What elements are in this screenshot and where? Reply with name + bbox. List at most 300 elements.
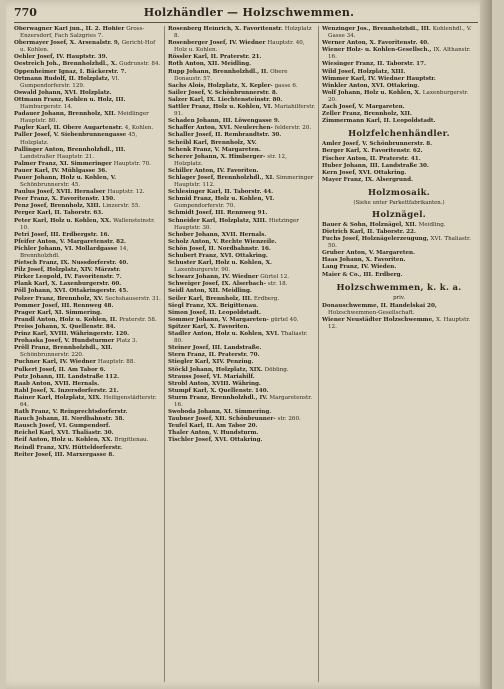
entry-address-line: VI. Gumpendorferstr. 129.: [20, 75, 120, 89]
entry-name-line: Sailer Josef, V. Schönbrunnerstr. 8.: [168, 89, 278, 96]
directory-entry: [168, 97, 316, 104]
entry-name-line: Stumpf Karl, X. Quellenstr. 140.: [168, 387, 269, 394]
directory-entry: [322, 257, 476, 264]
entry-name-line: Fuchs Josef, Holznägelerzeugung,: [322, 236, 431, 243]
directory-entry: [168, 189, 316, 196]
directory-entry: [14, 232, 162, 239]
directory-entry: [14, 409, 162, 416]
entry-name-line: Werner Anton, X. Favoritenstr. 40.: [322, 40, 430, 47]
directory-entry: [322, 264, 476, 271]
entry-name-line: Rainer Karl, Holzplatz, XIX.: [14, 394, 104, 401]
entry-name-line: Rosenberger Josef, IV. Wiedner: [168, 40, 268, 47]
directory-entry: [168, 381, 316, 388]
entry-address-line: Gross-Enzersdorf, Fach Salzgries 7.: [20, 26, 145, 40]
entry-name-line: Stern Franz, II. Praterstr. 70.: [168, 352, 260, 359]
directory-entry: [168, 395, 316, 409]
entry-address-line: IX. Althanstr. 16.: [328, 47, 471, 61]
directory-entry: [168, 317, 316, 324]
entry-address-line: Holzplatz 8.: [174, 26, 312, 40]
entry-name-line: Huber Johann, III. Landstraße 30.: [322, 162, 429, 169]
directory-entry: [14, 90, 162, 97]
directory-entry: [168, 210, 316, 217]
directory-entry: [168, 359, 316, 366]
entry-name-line: Rath Franz, V. Reinprechtsdorferstr.: [14, 409, 128, 416]
entry-address-line: Hauptstr. 40, Holz u. Kohlen.: [174, 40, 305, 54]
entry-address-line: X. Hauptstr. 12.: [328, 316, 471, 330]
directory-entry: [168, 296, 316, 303]
directory-entry: [322, 76, 476, 83]
entry-name-line: Putz Johann, III. Landstraße 112.: [14, 373, 120, 380]
entry-address-line: Mariahilferstr. 91.: [174, 104, 316, 118]
directory-entry: [322, 177, 476, 184]
entry-name-line: Steiner Josef, III. Landstraße.: [168, 345, 262, 352]
header-rule: [14, 22, 478, 23]
entry-name-line: Prinz Karl, XVIII. Währingerstr. 120.: [14, 331, 130, 338]
directory-entry: [168, 324, 316, 331]
entry-name-line: Padauer Johann, Brennholz, XII.: [14, 111, 118, 118]
entry-name-line: Stöckl Johann, Holzplatz, XIX.: [168, 366, 265, 373]
entry-address-line: Holzschwemmen-Gesellschaft.: [328, 309, 415, 316]
entry-name-line: Reiter Josef, III. Marxergasse 8.: [14, 451, 115, 458]
entry-address-line: Gericht-Hof u. Kohlen.: [20, 40, 156, 54]
directory-entry: [168, 367, 316, 374]
directory-entry: [14, 168, 162, 175]
entry-address-line: Hainburgerstr. 14.: [20, 104, 73, 111]
entry-name-line: Siegl Franz, XX. Brigittenau.: [168, 302, 259, 309]
entry-name-line: Pröll Franz, Brennholzhdl., XII.: [14, 345, 113, 352]
entry-name-line: Wild Josef, Holzplatz, XIII.: [322, 68, 406, 75]
entry-name-line: Rössler Karl, II. Praterstr. 21.: [168, 54, 262, 61]
directory-entry: [14, 76, 162, 90]
section-heading: Holznägel.: [372, 209, 426, 220]
directory-entry: [14, 246, 162, 260]
entry-address-line: XVI. Thaliastr. 50.: [328, 236, 471, 250]
entry-name-line: Wolf Johann, Holz u. Kohlen, X.: [322, 89, 423, 96]
directory-entry: [168, 331, 316, 345]
entry-address-line: str. 18.: [267, 281, 288, 288]
entry-name-line: Schober Johann, XVII. Hernals.: [168, 231, 267, 238]
directory-entry: [168, 125, 316, 132]
entry-address-line: Hauptstr. 12.: [107, 189, 145, 196]
entry-name-line: Winkler Anton, XVI. Ottakring.: [322, 82, 420, 89]
entry-address-line: 45, Holzplatz.: [20, 132, 138, 146]
directory-entry: [168, 54, 316, 61]
entry-name-line: Perger Karl, II. Taborstr. 63.: [14, 210, 104, 217]
entry-address-line: Platz 3.: [116, 338, 138, 345]
directory-entry: [14, 423, 162, 430]
entry-name-line: Rabl Josef, X. Inzersdorferstr. 21.: [14, 387, 119, 394]
entry-name-line: Puchner Karl, IV. Wiedner: [14, 359, 98, 366]
entry-name-line: Wimmer Karl, IV. Wiedner Hauptstr.: [322, 75, 436, 82]
entry-name-line: Schlesinger Karl, II. Taborstr. 44.: [168, 189, 274, 196]
entry-name-line: Ortmann Rudolf, II. Holzplatz,: [14, 75, 112, 82]
entry-name-line: Pallinger Anton, Brennholzhdl., III.: [14, 146, 126, 153]
entry-address-line: Thaliastr. 80.: [174, 331, 308, 345]
directory-entry: [168, 260, 316, 274]
entry-name-line: Schaffer Anton, XVI. Neulerchen-: [168, 125, 275, 132]
entry-name-line: Pichler Johann, VI. Mollardgasse: [14, 245, 120, 252]
entry-address-line: Landstraßer Hauptstr. 21.: [20, 153, 95, 160]
entry-name-line: Scherer Johann, X. Himberger-: [168, 153, 268, 160]
directory-entry: [322, 61, 476, 68]
directory-entry: [322, 83, 476, 90]
directory-entry: [168, 430, 316, 437]
entry-name-line: Palmer Franz, XI. Simmeringer: [14, 160, 114, 167]
directory-entry: [14, 40, 162, 54]
directory-entry: [14, 267, 162, 274]
entry-name-line: Oswald Johann, XVI. Holzplatz.: [14, 89, 112, 96]
entry-name-line: Petri Josef, III. Erdbergstr. 16.: [14, 231, 110, 238]
directory-entry: [14, 324, 162, 331]
directory-entry: [14, 437, 162, 444]
column-divider: [318, 26, 319, 682]
entry-name-line: Teufel Karl, II. Am Tabor 20.: [168, 423, 258, 430]
entry-name-line: Oberwagner Karl jun., II. 2. Hohler: [14, 26, 127, 32]
entry-name-line: Wiener Neustädter Holzschwemme,: [322, 316, 437, 323]
entry-name-line: Pietsch Franz, IX. Nussdorferstr. 40.: [14, 260, 129, 267]
entry-name-line: Schlager Josef, Brennholzhdl., XI.: [168, 174, 277, 181]
directory-entry: [14, 239, 162, 246]
entry-name-line: Polzer Franz, Brennholz, XV.: [14, 295, 106, 302]
entry-name-line: Strobl Anton, XVIII. Währing.: [168, 380, 261, 387]
entry-name-line: Stiegler Karl, XIV. Penzing.: [168, 359, 254, 366]
directory-entry: [168, 352, 316, 359]
entry-address-line: Hauptstr. 70.: [113, 160, 151, 167]
directory-entry: [322, 156, 476, 163]
directory-entry: [168, 196, 316, 210]
entry-name-line: Sommer Johann, V. Margareten-: [168, 316, 271, 323]
directory-entry: [14, 175, 162, 189]
entry-address-line: Hietzinger Hauptstr. 30.: [174, 217, 299, 231]
entry-address-line: gasse 6.: [274, 82, 298, 89]
entry-name-line: Donauschwemme, II. Handelskai 20,: [322, 302, 437, 309]
entry-address-line: Meidling.: [418, 221, 446, 228]
entry-name-line: Wiesinger Franz, II. Taborstr. 17.: [322, 61, 426, 68]
directory-entry: [168, 218, 316, 232]
entry-address-line: Linzerstr. 55.: [102, 203, 141, 210]
directory-entry: [14, 381, 162, 388]
entry-name-line: Raab Anton, XVII. Hernals.: [14, 380, 100, 387]
directory-entry: [168, 345, 316, 352]
directory-entry: [14, 111, 162, 125]
entry-address-line: Meidlinger Hauptstr. 80.: [20, 111, 149, 125]
entry-address-line: Gudrunstr. 84.: [119, 61, 161, 68]
directory-entry: [322, 26, 476, 40]
entry-address-line: Gürtel 12.: [260, 274, 290, 281]
directory-entry: [14, 132, 162, 146]
column-right: [322, 26, 476, 682]
entry-name-line: Scheibl Karl, Brennholz, XV.: [168, 139, 257, 146]
entry-name-line: Oestreich Joh., Brennholzhdl., X.: [14, 61, 120, 68]
directory-entry: [322, 250, 476, 257]
section-note: (Siehe unter Parkettfabrikanten.): [353, 199, 445, 206]
entry-name-line: Sattler Franz, Holz u. Kohlen, VI.: [168, 104, 275, 111]
directory-entry: [322, 69, 476, 76]
entry-address-line: Döbling.: [264, 366, 289, 373]
entry-name-line: Pagler Karl, II. Obere Augartenstr.: [14, 125, 125, 132]
entry-name-line: Pöll Johann, XVI. Ottakringerstr. 45.: [14, 288, 129, 295]
directory-entry: [168, 118, 316, 125]
directory-entry: [168, 104, 316, 118]
directory-entry: [322, 40, 476, 47]
entry-name-line: Taubner Josef, XII. Schönbrunner-: [168, 416, 278, 423]
entry-name-line: Schmid Franz, Holz u. Kohlen, VI.: [168, 196, 275, 203]
directory-entry: [168, 168, 316, 175]
directory-entry: [14, 288, 162, 295]
directory-entry: [14, 97, 162, 111]
directory-entry: [168, 232, 316, 239]
directory-entry: [168, 140, 316, 147]
directory-entry: [14, 274, 162, 281]
directory-entry: [14, 388, 162, 395]
entry-name-line: Swoboda Johann, XI. Simmering.: [168, 409, 272, 416]
entry-name-line: Pfeifer Anton, V. Margaretenstr. 82.: [14, 238, 126, 245]
entry-address-line: Praterstr. 58.: [119, 316, 157, 323]
section-note: priv.: [393, 294, 405, 301]
directory-entry: [14, 331, 162, 338]
entry-address-line: Laxenburgerstr. 20.: [328, 89, 469, 103]
entry-name-line: Rauch Johann, II. Nordbahnstr. 38.: [14, 416, 125, 423]
entry-name-line: Pauer Johann, Holz u. Kohlen, V.: [14, 174, 117, 181]
entry-address-line: Margaretenstr. 16.: [174, 394, 313, 408]
directory-entry: [168, 310, 316, 317]
directory-entry: [14, 147, 162, 161]
entry-name-line: Tischler Josef, XVI. Ottakring.: [168, 437, 263, 444]
entry-address-line: Heiligenstädterstr. 64.: [20, 394, 157, 408]
entry-name-line: Prohaska Josef, V. Hundsturmer: [14, 338, 117, 345]
entry-name-line: Sturm Franz, Brennholzhdl., IV.: [168, 394, 270, 401]
entry-name-line: Ottmann Franz, Kohlen u. Holz, III.: [14, 96, 126, 103]
entry-name-line: Reindl Franz, XIV. Hütteldorferstr.: [14, 444, 122, 451]
entry-name-line: Wiener Holz- u. Kohlen-Gesellsch.,: [322, 47, 434, 54]
directory-entry: [14, 210, 162, 217]
entry-name-line: Seiler Karl, Brennholz, III.: [168, 295, 254, 302]
entry-address-line: Wallensteinstr. 10.: [20, 217, 155, 231]
entry-name-line: Rupp Johann, Brennholzhdl., II.: [168, 68, 271, 75]
entry-name-line: Salzer Karl, IX. Liechtensteinstr. 80.: [168, 96, 283, 103]
entry-name-line: Fischer Anton, II. Praterstr. 41.: [322, 155, 421, 162]
page-title: Holzhändler — Holzschwemmen.: [143, 6, 355, 19]
directory-entry: [168, 175, 316, 189]
entry-name-line: Zeller Franz, Brennholz, XII.: [322, 111, 412, 118]
entry-address-line: felderstr. 20.: [274, 125, 312, 132]
directory-entry: [322, 317, 476, 331]
column-divider: [164, 26, 165, 682]
directory-entry: [168, 61, 316, 68]
directory-entry: [322, 118, 476, 125]
directory-entry: [168, 374, 316, 381]
directory-entry: [322, 163, 476, 170]
entry-name-line: Stadler Anton, Holz u. Kohlen, XVI.: [168, 331, 282, 338]
directory-entry: [14, 125, 162, 132]
directory-entry: [14, 395, 162, 409]
entry-name-line: Sachs Alois, Holzplatz, X. Kepler-: [168, 82, 275, 89]
directory-entry: [14, 430, 162, 437]
directory-entry: [168, 281, 316, 288]
directory-entry: [14, 452, 162, 459]
entry-name-line: Peer Franz, X. Favoritenstr. 150.: [14, 196, 116, 203]
entry-name-line: Haas Johann, X. Favoriten.: [322, 257, 406, 264]
entry-name-line: Amler Josef, V. Schönbrunnerstr. 8.: [322, 141, 433, 148]
directory-entry: [168, 40, 316, 54]
directory-entry: [14, 196, 162, 203]
entry-name-line: Oppenheimer Ignaz, I. Bäckerstr. 7.: [14, 68, 127, 75]
directory-entry: [14, 189, 162, 196]
entry-address-line: str. 260.: [277, 416, 301, 423]
entry-name-line: Preiss Johann, X. Quellenstr. 84.: [14, 323, 116, 330]
directory-entry: [14, 303, 162, 310]
directory-entry: [322, 148, 476, 155]
section-heading: Holzschwemmen, k. k. a.: [336, 282, 462, 293]
directory-entry: [322, 272, 476, 279]
entry-name-line: Prager Karl, XI. Simmering.: [14, 309, 103, 316]
entry-name-line: Peter Karl, Holz u. Kohlen, XX.: [14, 217, 114, 224]
entry-address-line: Schönbrunnerstr. 220.: [20, 352, 84, 359]
directory-entry: [322, 90, 476, 104]
directory-entry: [168, 154, 316, 168]
directory-entry: [322, 170, 476, 177]
directory-entry: [168, 246, 316, 253]
directory-entry: [322, 141, 476, 148]
directory-entry: [168, 83, 316, 90]
directory-entry: [322, 47, 476, 61]
directory-entry: [14, 161, 162, 168]
entry-name-line: Schubert Franz, XVI. Ottakring.: [168, 253, 268, 259]
directory-entry: [168, 388, 316, 395]
directory-entry: [168, 437, 316, 444]
entry-name-line: Pommer Josef, III. Rennweg 48.: [14, 302, 114, 309]
directory-entry: [168, 274, 316, 281]
entry-name-line: Pauer Karl, IV. Mühlgasse 36.: [14, 167, 108, 174]
directory-entry: [322, 104, 476, 111]
column-left: [14, 26, 162, 682]
entry-name-line: Oehler Josef, IV. Hauptstr. 39.: [14, 54, 108, 61]
entry-name-line: Prandl Anton, Holz u. Kohlen, II.: [14, 316, 120, 323]
entry-name-line: Roth Anton, XII. Meidling.: [168, 61, 252, 68]
entry-name-line: Wenzinger Jos., Brennholzhdl., III.: [322, 26, 433, 32]
entry-name-line: Rosenberg Heinrich, X. Favoritenstr.: [168, 26, 285, 32]
entry-address-line: 4, Kohlen.: [124, 125, 154, 132]
directory-entry: [168, 416, 316, 423]
directory-entry: [168, 90, 316, 97]
entry-name-line: Pilz Josef, Holzplatz, XIV. Märzstr.: [14, 267, 121, 274]
column-middle: [168, 26, 316, 682]
directory-entry: [322, 236, 476, 250]
directory-entry: [14, 374, 162, 381]
directory-entry: [14, 296, 162, 303]
section-heading: Holzmosaik.: [367, 187, 431, 198]
entry-name-line: Schweiger Josef, IX. Alserbach-: [168, 281, 268, 288]
entry-name-line: Reif Anton, Holz u. Kohlen, XX.: [14, 437, 115, 444]
entry-name-line: Reichel Karl, XVI. Thaliastr. 30.: [14, 430, 114, 437]
page-number: 770: [14, 6, 37, 19]
entry-name-line: Thaler Anton, V. Hundsturm.: [168, 430, 259, 437]
entry-name-line: Schuster Karl, Holz u. Kohlen, X.: [168, 260, 272, 267]
directory-entry: [168, 423, 316, 430]
directory-entry: [14, 367, 162, 374]
entry-name-line: Spitzer Karl, X. Favoriten.: [168, 323, 250, 330]
entry-address-line: Gumpendorferstr. 70.: [174, 203, 236, 210]
directory-entry: [14, 54, 162, 61]
directory-entry: [168, 288, 316, 295]
entry-name-line: Zach Josef, V. Margareten.: [322, 104, 405, 111]
entry-address-line: Schönbrunnerstr. 45.: [20, 182, 81, 189]
entry-address-line: Sechshauserstr. 31.: [105, 295, 161, 302]
entry-name-line: Paulus Josef, XVII. Hernalser: [14, 189, 108, 196]
directory-page: [6, 0, 492, 689]
entry-address-line: Obere Donaustr. 57.: [174, 68, 288, 82]
directory-entry: [14, 445, 162, 452]
section-heading: Holzfelchenhändler.: [348, 129, 450, 140]
entry-name-line: Schenk Franz, V. Margareten.: [168, 146, 261, 153]
directory-entry: [14, 69, 162, 76]
entry-name-line: Obermayer Josef, X. Arsenalstr. 9,: [14, 40, 122, 47]
directory-entry: [322, 111, 476, 118]
directory-entry: [322, 303, 476, 317]
directory-entry: [168, 69, 316, 83]
entry-name-line: Schaden Johann, III. Löwengasse 9.: [168, 118, 280, 125]
entry-address-line: Hauptstr. 88.: [97, 359, 136, 366]
entry-name-line: Rausch Josef, VI. Gumpendorf.: [14, 423, 111, 430]
directory-entry: [14, 416, 162, 423]
directory-entry: [14, 26, 162, 40]
entry-name-line: Simon Josef, II. Leopoldstadt.: [168, 309, 261, 316]
entry-address-line: Simmeringer Hauptstr. 112.: [174, 174, 314, 189]
entry-name-line: Kern Josef, XVI. Ottakring.: [322, 169, 407, 176]
entry-name-line: Schiller Anton, IV. Favoriten.: [168, 167, 259, 174]
entry-name-line: Berger Karl, X. Favoritenstr. 62.: [322, 148, 423, 155]
directory-entry: [168, 253, 316, 260]
directory-entry: [168, 26, 316, 40]
entry-name-line: Dietrich Karl, II. Taborstr. 22.: [322, 228, 416, 235]
entry-name-line: Schmidt Josef, III. Rennweg 91.: [168, 210, 268, 217]
directory-entry: [168, 147, 316, 154]
entry-name-line: Pirker Leopold, IV. Favoritenstr. 7.: [14, 274, 122, 281]
entry-address-line: 14, Brennholzhdl.: [20, 245, 129, 259]
entry-name-line: Strauss Josef, VI. Mariahilf.: [168, 373, 255, 380]
entry-address-line: Brigittenau.: [114, 437, 149, 444]
directory-entry: [168, 303, 316, 310]
book-gutter: [480, 0, 492, 689]
entry-name-line: Gruber Anton, V. Margareten.: [322, 250, 416, 257]
entry-name-line: Pulkert Josef, II. Am Tabor 6.: [14, 366, 106, 373]
directory-entry: [14, 359, 162, 366]
entry-name-line: Schneider Karl, Holzplatz, XIII.: [168, 217, 269, 224]
directory-entry: [14, 61, 162, 68]
entry-name-line: Scholz Anton, V. Rechte Wienzeile.: [168, 238, 277, 245]
directory-entry: [14, 345, 162, 359]
entry-name-line: Plank Karl, X. Laxenburgerstr. 60.: [14, 281, 122, 288]
entry-name-line: Penz Josef, Brennholz, XIII.: [14, 203, 103, 210]
entry-address-line: str. 12, Holzplatz.: [174, 153, 287, 167]
entry-name-line: Mayer Franz, IX. Alsergrund.: [322, 176, 413, 183]
directory-entry: [168, 132, 316, 139]
entry-address-line: Laxenburgerstr. 90.: [174, 267, 231, 274]
entry-address-line: Erdberg.: [253, 295, 280, 302]
entry-address-line: Kohlenhdl., V. Gasse 34.: [328, 26, 472, 40]
entry-name-line: Maier & Co., III. Erdberg.: [322, 271, 403, 278]
entry-name-line: Paller Josef, V. Siebenbrunnengasse: [14, 132, 129, 139]
entry-name-line: Schön Josef, II. Nordbahnstr. 16.: [168, 245, 271, 252]
directory-entry: [14, 203, 162, 210]
directory-entry: [322, 222, 476, 229]
entry-name-line: Seidl Anton, XII. Meidling.: [168, 288, 252, 295]
entry-address-line: gürtel 40.: [270, 316, 299, 323]
entry-name-line: Zimmermann Karl, II. Leopoldstadt.: [322, 118, 436, 125]
directory-entry: [14, 310, 162, 317]
entry-name-line: Bauer & Sohn, Holznägel, XII.: [322, 221, 419, 228]
entry-name-line: Schwarz Johann, IV. Wiedner: [168, 274, 261, 281]
